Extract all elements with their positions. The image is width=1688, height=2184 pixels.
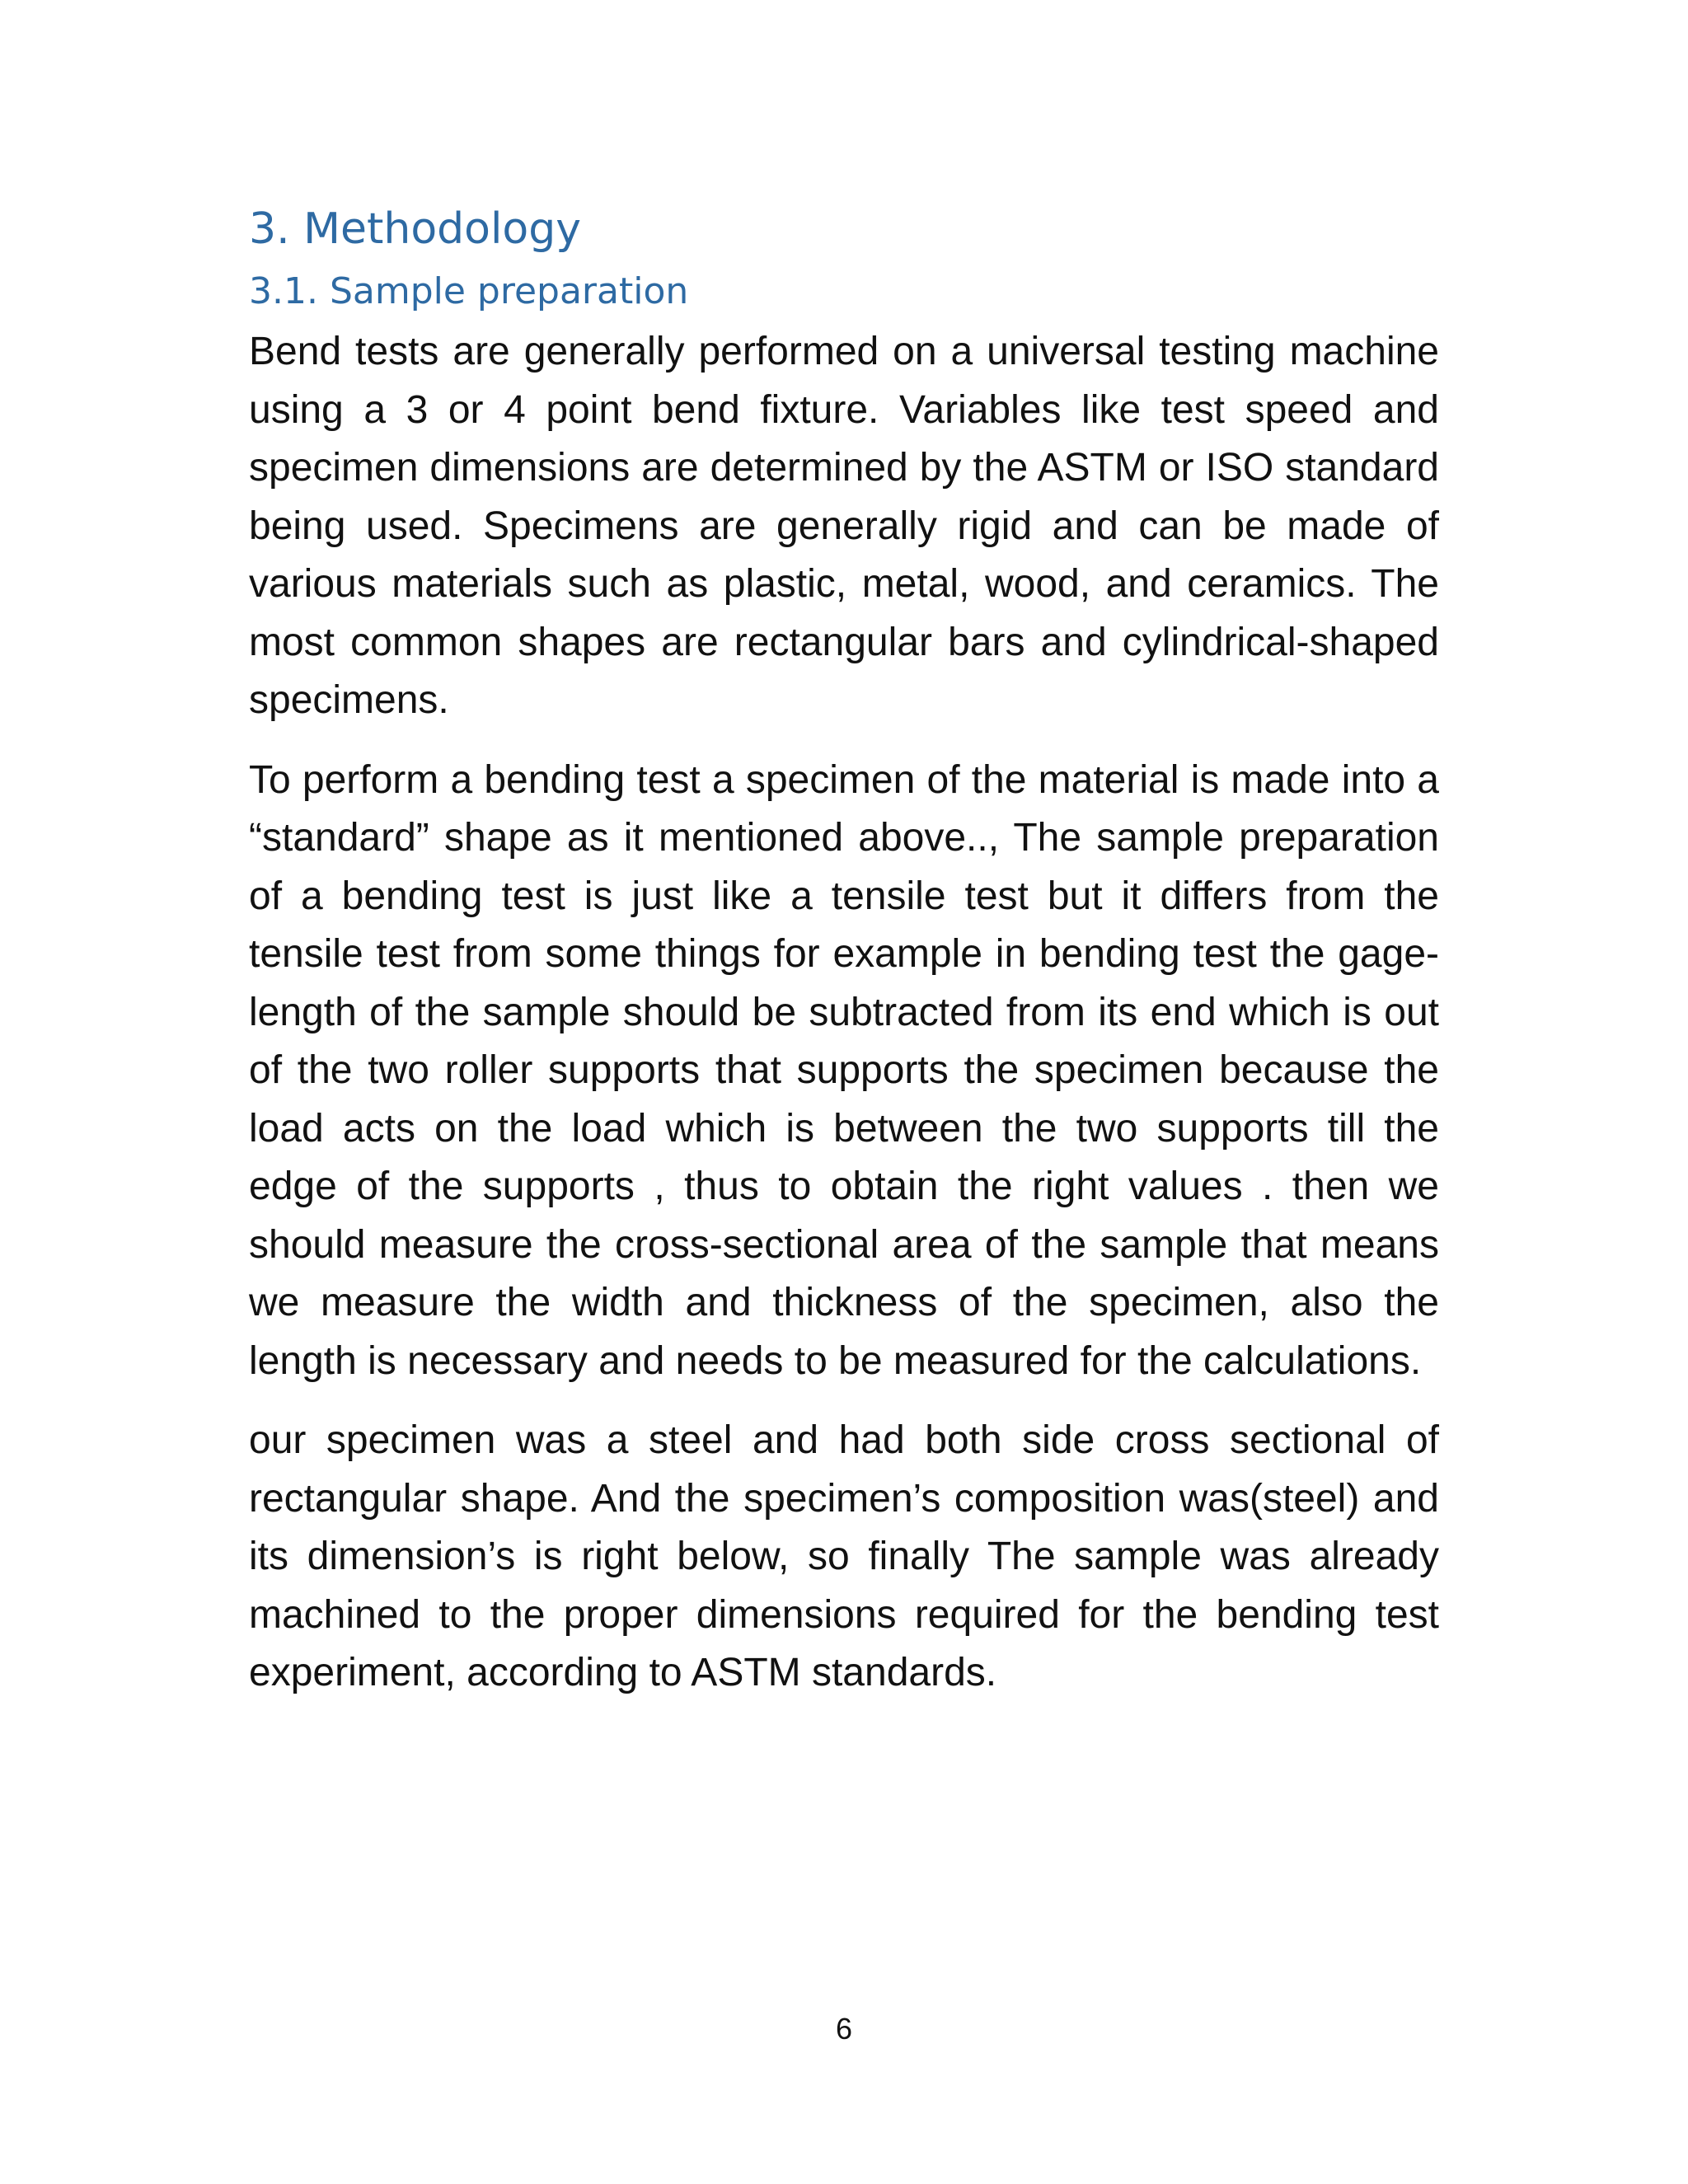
page-content bbox=[249, 199, 1439, 1703]
subsection-heading: 3.1. Sample preparation bbox=[249, 270, 689, 312]
page-number: 6 bbox=[835, 2012, 853, 2046]
section-heading: 3. Methodology bbox=[249, 204, 582, 254]
paragraph-specimen-description: our specimen was a steel and had both side cross sectional of rectangular shape. And the specimen’s composition was(steel) and its dimension’s is right below, so finally The sample was already machined to the proper dimensions required for the bending test experiment, according to ASTM standards. bbox=[249, 1418, 1439, 1694]
paragraph-bend-tests: Bend tests are generally performed on a universal testing machine using a 3 or 4 point bend fixture. Variables like test speed and specimen dimensions are determined by the ASTM or ISO standard being used. Specimens are generally rigid and can be made of various materials such as plastic, metal, wood, and ceramics. The most common shapes are rectangular bars and cylindrical-shaped specimens. bbox=[249, 330, 1439, 722]
paragraph-sample-preparation: To perform a bending test a specimen of the material is made into a “standard” shape as it mentioned above.., The sample preparation of a bending test is just like a tensile test but it differs from the tensile test from some things for example in bending test the gage-length of the sample should be subtracted from its end which is out of the two roller supports that supports the specimen because the load acts on the load which is between the two supports till the edge of the supports , thus to obtain the right values . then we should measure the cross-sectional area of the sample that means we measure the width and thickness of the specimen, also the length is necessary and needs to be measured for the calculations. bbox=[249, 757, 1439, 1383]
